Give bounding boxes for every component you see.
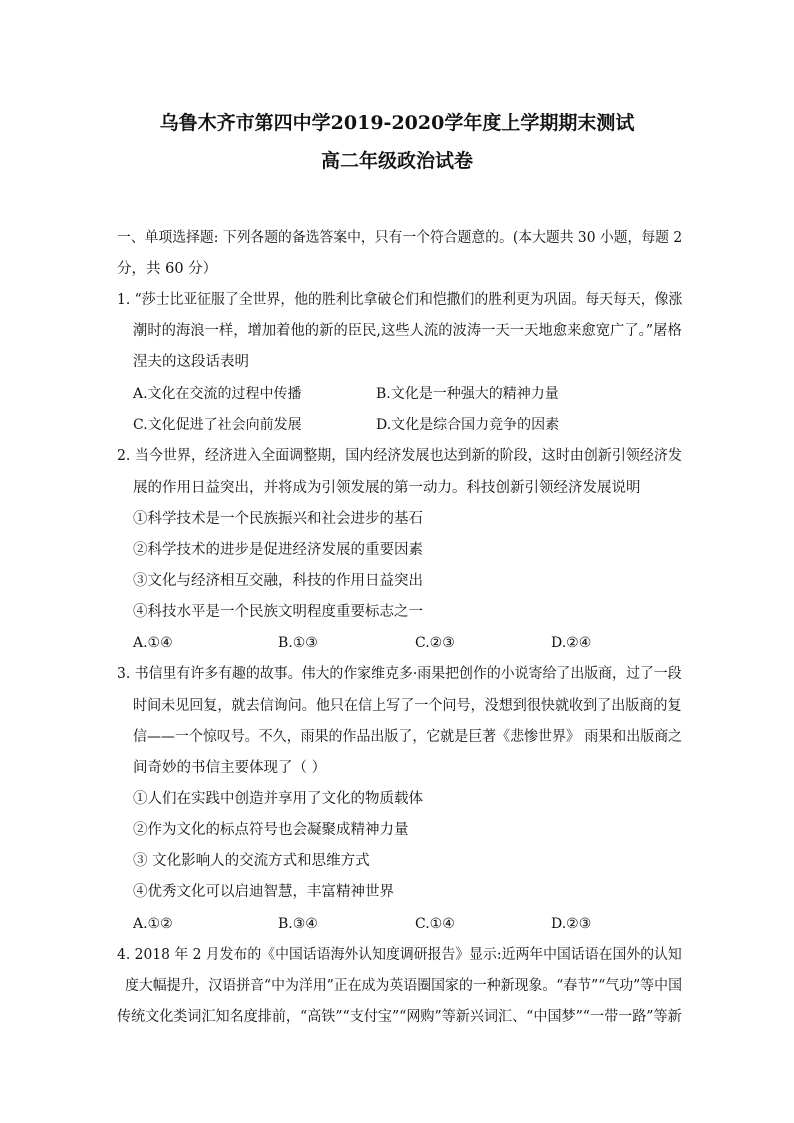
q1-stem-line-3: 涅夫的这段话表明 (133, 354, 249, 370)
section-instruction-line-2: 分，共 60 分） (117, 261, 218, 277)
q1-option-a: A.文化在交流的过程中传播 (133, 386, 302, 402)
q3-stem-line-3: 信——一个惊叹号。不久，雨果的作品出版了，它就是巨著《悲惨世界》 雨果和出版商之 (133, 729, 683, 745)
q3-option-d: D.②③ (551, 916, 592, 932)
section-instruction-line-1: 一、单项选择题: 下列各题的备选答案中，只有一个符合题意的。(本大题共 30 小题，每题 2 (117, 230, 683, 246)
q3-item-3: ③ 文化影响人的交流方式和思维方式 (133, 853, 370, 869)
q3-option-b: B.③④ (278, 916, 318, 932)
q1-option-d: D.文化是综合国力竞争的因素 (376, 417, 560, 433)
q1-option-c: C.文化促进了社会向前发展 (133, 417, 302, 433)
exam-subtitle: 高二年级政治试卷 (320, 150, 473, 172)
q2-item-3: ③文化与经济相互交融，科技的作用日益突出 (133, 573, 423, 589)
q2-stem-line-2: 展的作用日益突出，并将成为引领发展的第一动力。科技创新引领经济发展说明 (133, 480, 641, 496)
q3-item-1: ①人们在实践中创造并享用了文化的物质载体 (133, 791, 423, 807)
q3-stem-line-4: 间奇妙的书信主要体现了（ ） (133, 760, 327, 776)
q3-option-c: C.①④ (415, 916, 455, 932)
q3-option-a: A.①② (133, 916, 173, 932)
q2-item-1: ①科学技术是一个民族振兴和社会进步的基石 (133, 511, 423, 527)
q4-stem-line-2: 度大幅提升，汉语拼音“中为洋用”正在成为英语圈国家的一种新现象。“春节”“气功”等中国 (125, 978, 682, 994)
q2-option-a: A.①④ (133, 635, 173, 651)
q2-option-b: B.①③ (278, 635, 318, 651)
q3-item-4: ④优秀文化可以启迪智慧，丰富精神世界 (133, 884, 394, 900)
q2-item-2: ②科学技术的进步是促进经济发展的重要因素 (133, 542, 423, 558)
q3-stem-line-2: 时间未见回复，就去信询问。他只在信上写了一个问号，没想到很快就收到了出版商的复 (133, 698, 682, 714)
q2-item-4: ④科技水平是一个民族文明程度重要标志之一 (133, 604, 423, 620)
q1-option-b: B.文化是一种强大的精神力量 (376, 386, 559, 402)
q3-stem-line-1: 3. 书信里有许多有趣的故事。伟大的作家维克多·雨果把创作的小说寄给了出版商，过了一段 (117, 666, 682, 682)
q2-option-c: C.②③ (415, 635, 455, 651)
q3-item-2: ②作为文化的标点符号也会凝聚成精神力量 (133, 822, 409, 838)
q1-stem-line-2: 潮时的海浪一样，增加着他的新的臣民,这些人流的波涛一天一天地愈来愈宽广了。”屠格 (133, 323, 682, 339)
q2-option-d: D.②④ (551, 635, 592, 651)
q2-stem-line-1: 2. 当今世界，经济进入全面调整期，国内经济发展也达到新的阶段，这时由创新引领经济发 (117, 448, 682, 464)
q4-stem-line-3: 传统文化类词汇知名度排前，“高铁”“支付宝”“网购”等新兴词汇、“中国梦”“一带一路”等新 (117, 1009, 682, 1025)
q1-stem-line-1: 1. “莎士比亚征服了全世界，他的胜利比拿破仑们和恺撒们的胜利更为巩固。每天每天，像涨 (117, 292, 683, 308)
q4-stem-line-1: 4. 2018 年 2 月发布的《中国话语海外认知度调研报告》显示:近两年中国话语在国外的认知 (117, 947, 682, 963)
exam-title: 乌鲁木齐市第四中学2019-2020学年度上学期期末测试 (159, 112, 635, 134)
